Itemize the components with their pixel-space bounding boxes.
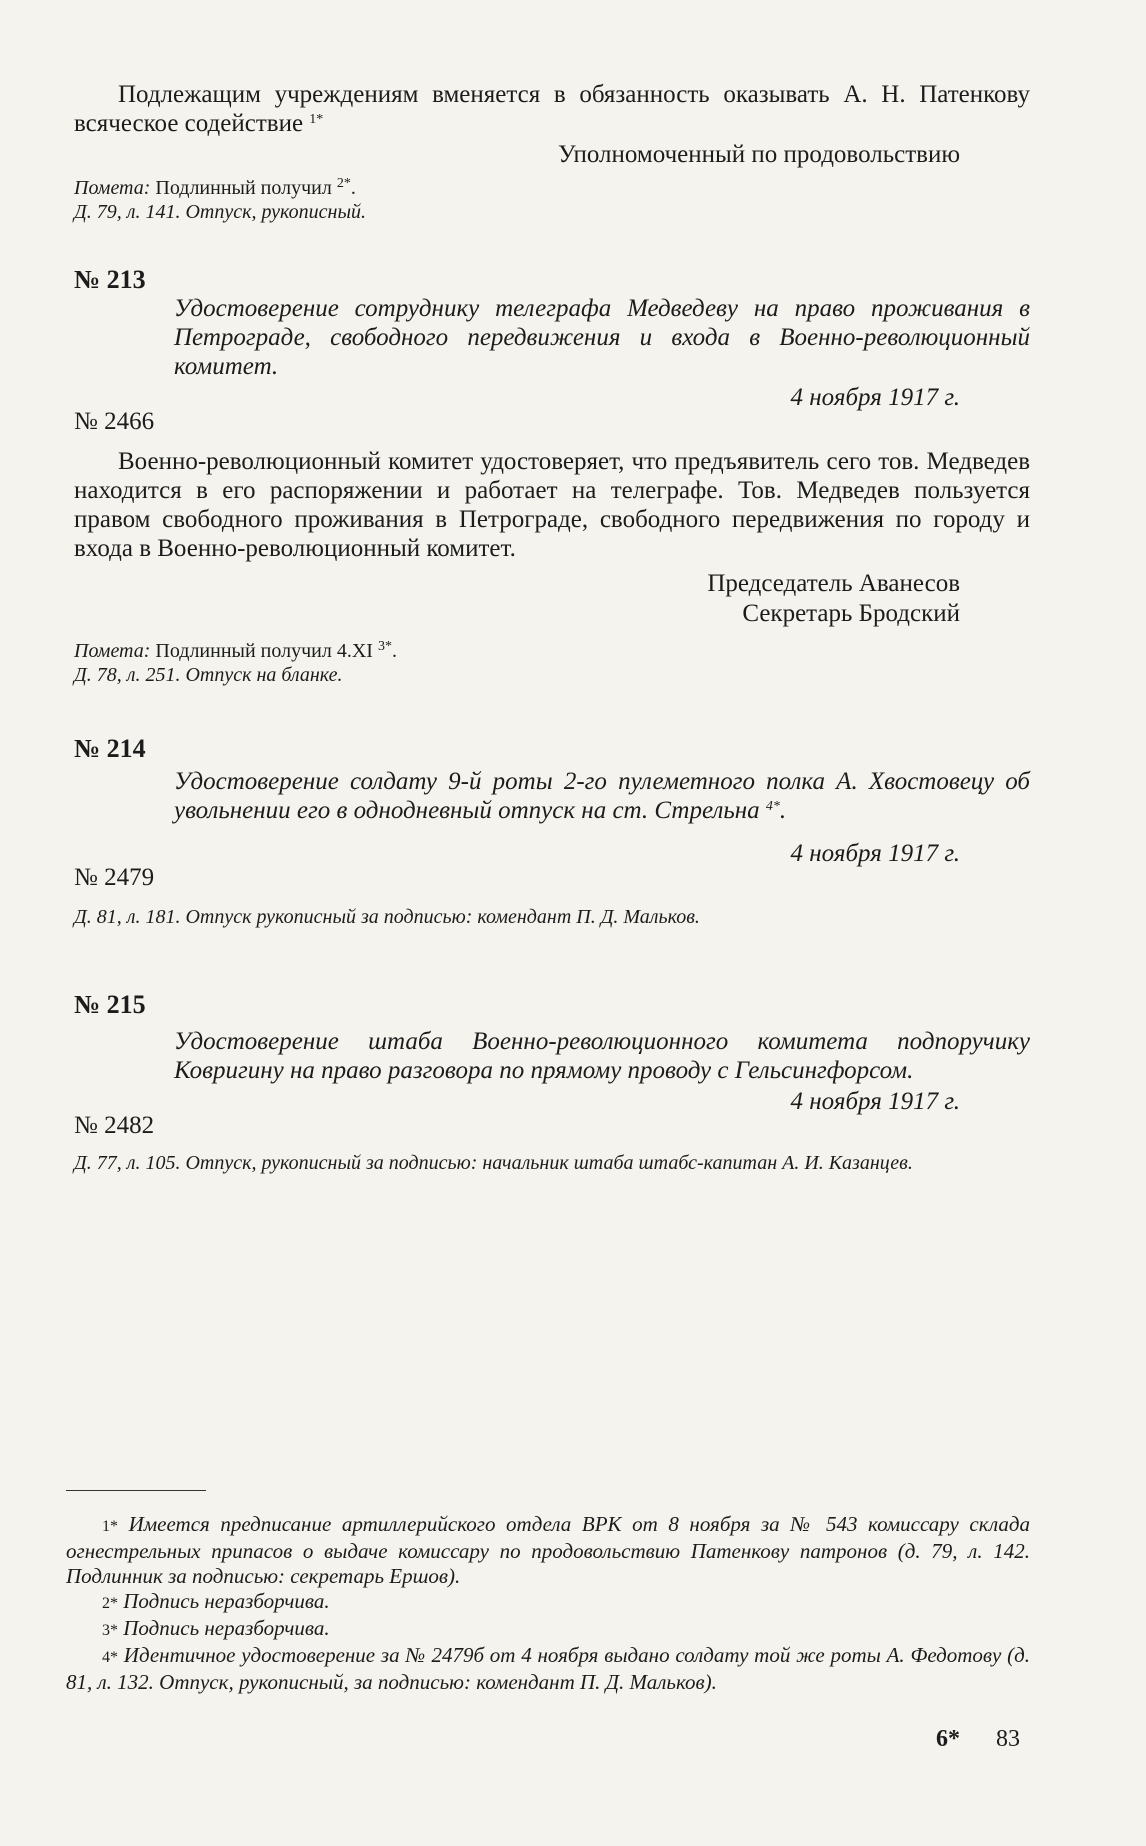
doc214-source: Д. 81, л. 181. Отпуск рукописный за подписью: комендант П. Д. Мальков.	[74, 906, 700, 928]
doc-ref: № 2479	[74, 864, 155, 891]
doc-date: 4 ноября 1917 г.	[790, 384, 960, 411]
page-number: 83	[996, 1726, 1020, 1752]
doc-number: № 215	[74, 990, 146, 1019]
intro-paragraph: Подлежащим учреждениям вменяется в обязанность оказывать А. Н. Патенкову всяческое содействие $^{1*}$	[74, 81, 1030, 137]
footnote: 4* Идентичное удостоверение за № 2479б от 4 ноября выдано солдату той же роты А. Федотову (д. 81, л. 132. Отпуск, рукописный, за подписью: комендант П. Д. Мальков).	[66, 1643, 1031, 1694]
footnote-rule	[66, 1490, 206, 1491]
footnote: 3* Подпись неразборчива.	[102, 1616, 330, 1640]
doc-number: № 213	[74, 265, 146, 294]
doc213-body: Военно-революционный комитет удостоверяет, что предъявитель сего тов. Медведев находится в его распоряжении и работает на телеграфе. Тов. Медведев пользуется правом свободного проживания в Петрограде, свободного передвижения по городу и входа в Военно-революционный комитет.	[74, 448, 1030, 562]
doc-date: 4 ноября 1917 г.	[790, 840, 960, 867]
doc-title: Удостоверение солдату 9-й роты 2-го пулеметного полка А. Хвостовецу об увольнении его в однодневный отпуск на ст. Стрельна $^{4*}$.	[174, 768, 1030, 824]
doc-title: Удостоверение штаба Военно-революционного комитета подпоручику Ковригину на право разговора по прямому проводу с Гельсингфорсом.	[174, 1028, 1030, 1084]
footnotes	[66, 1512, 1030, 1695]
page-body	[74, 80, 1030, 1175]
intro-source: Д. 79, л. 141. Отпуск, рукописный.	[74, 201, 366, 223]
doc-number: № 214	[74, 734, 146, 763]
intro-signature: Уполномоченный по продовольствию	[557, 141, 960, 168]
doc-ref: № 2466	[74, 408, 155, 435]
page-footer	[936, 1726, 1020, 1753]
doc213-source: Д. 78, л. 251. Отпуск на бланке.	[74, 664, 343, 686]
document-213	[74, 264, 1030, 437]
doc-ref: № 2482	[74, 1112, 155, 1139]
document-214	[74, 733, 1030, 893]
doc213-secretary: Секретарь Бродский	[742, 600, 960, 627]
doc-date: 4 ноября 1917 г.	[790, 1088, 960, 1115]
doc213-chair: Председатель Аванесов	[707, 570, 960, 597]
doc-title: Удостоверение сотруднику телеграфа Медведеву на право проживания в Петрограде, свободного передвижения и входа в Военно-революционный комитет.	[174, 295, 1030, 380]
doc213-note: Помета: Подлинный получил 4.XI $^{3*}$.	[74, 639, 397, 662]
intro-note: Помета: Подлинный получил $^{2*}$.	[74, 176, 356, 199]
doc215-source: Д. 77, л. 105. Отпуск, рукописный за подписью: начальник штаба штабс-капитан А. И. Казанцев.	[74, 1152, 913, 1174]
footnote: 2* Подпись неразборчива.	[102, 1589, 330, 1613]
footnote-mark: 1*	[309, 112, 324, 127]
footnote: 1* Имеется предписание артиллерийского отдела ВРК от 8 ноября за № 543 комиссару склада огнестрельных припасов о выдаче комиссару по продовольствию Патенкову патронов (д. 79, л. 142. Подлинник за подписью: секретарь Ершов).	[66, 1512, 1030, 1588]
printer-signature-mark: 6*	[936, 1726, 960, 1752]
document-215	[74, 989, 1030, 1141]
